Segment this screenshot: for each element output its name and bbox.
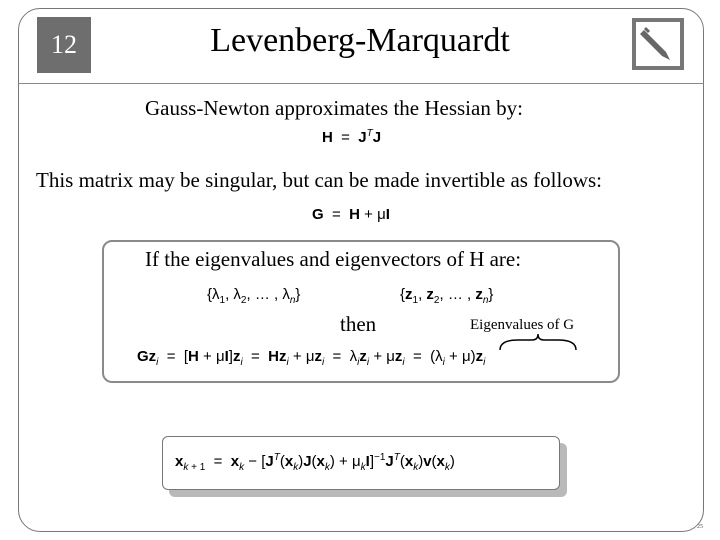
equation-eigenvectors: {$z_1$, $z_2$, … , $z_n$} bbox=[400, 286, 494, 306]
brace-icon bbox=[498, 332, 578, 352]
slide-title: Levenberg-Marquardt bbox=[210, 22, 510, 59]
slide-number: 12 bbox=[37, 17, 91, 73]
equation-g-definition: G = H + μI bbox=[312, 206, 390, 223]
text-eigen-intro: If the eigenvalues and eigenvectors of H are: bbox=[145, 247, 522, 271]
equation-hessian: $H = J^TJ$ bbox=[322, 128, 382, 146]
text-then: then bbox=[340, 312, 377, 336]
text-singular: This matrix may be singular, but can be made invertible as follows: bbox=[36, 168, 603, 192]
title-divider bbox=[18, 83, 704, 84]
label-eigenvalues-of-g: Eigenvalues of G bbox=[470, 317, 575, 333]
equation-update: $x_{k + 1} = x_k - [J^T(x_k)J(x_k) + \mu_kI]^{-1}J^T(x_k)v(x_k)$ bbox=[175, 452, 455, 473]
page-number: 25 bbox=[697, 524, 703, 530]
pen-icon bbox=[632, 18, 684, 70]
text-gauss-newton: Gauss-Newton approximates the Hessian by: bbox=[145, 96, 523, 120]
equation-eigenvalues: {$\lambda_1$, $\lambda_2$, … , $\lambda_n$} bbox=[207, 286, 301, 306]
equation-gz: $Gz_i = [H + \mu I]z_i = Hz_i + \mu z_i = \lambda_iz_i + \mu z_i = (\lambda_i + \mu)z_i$ bbox=[137, 348, 486, 368]
